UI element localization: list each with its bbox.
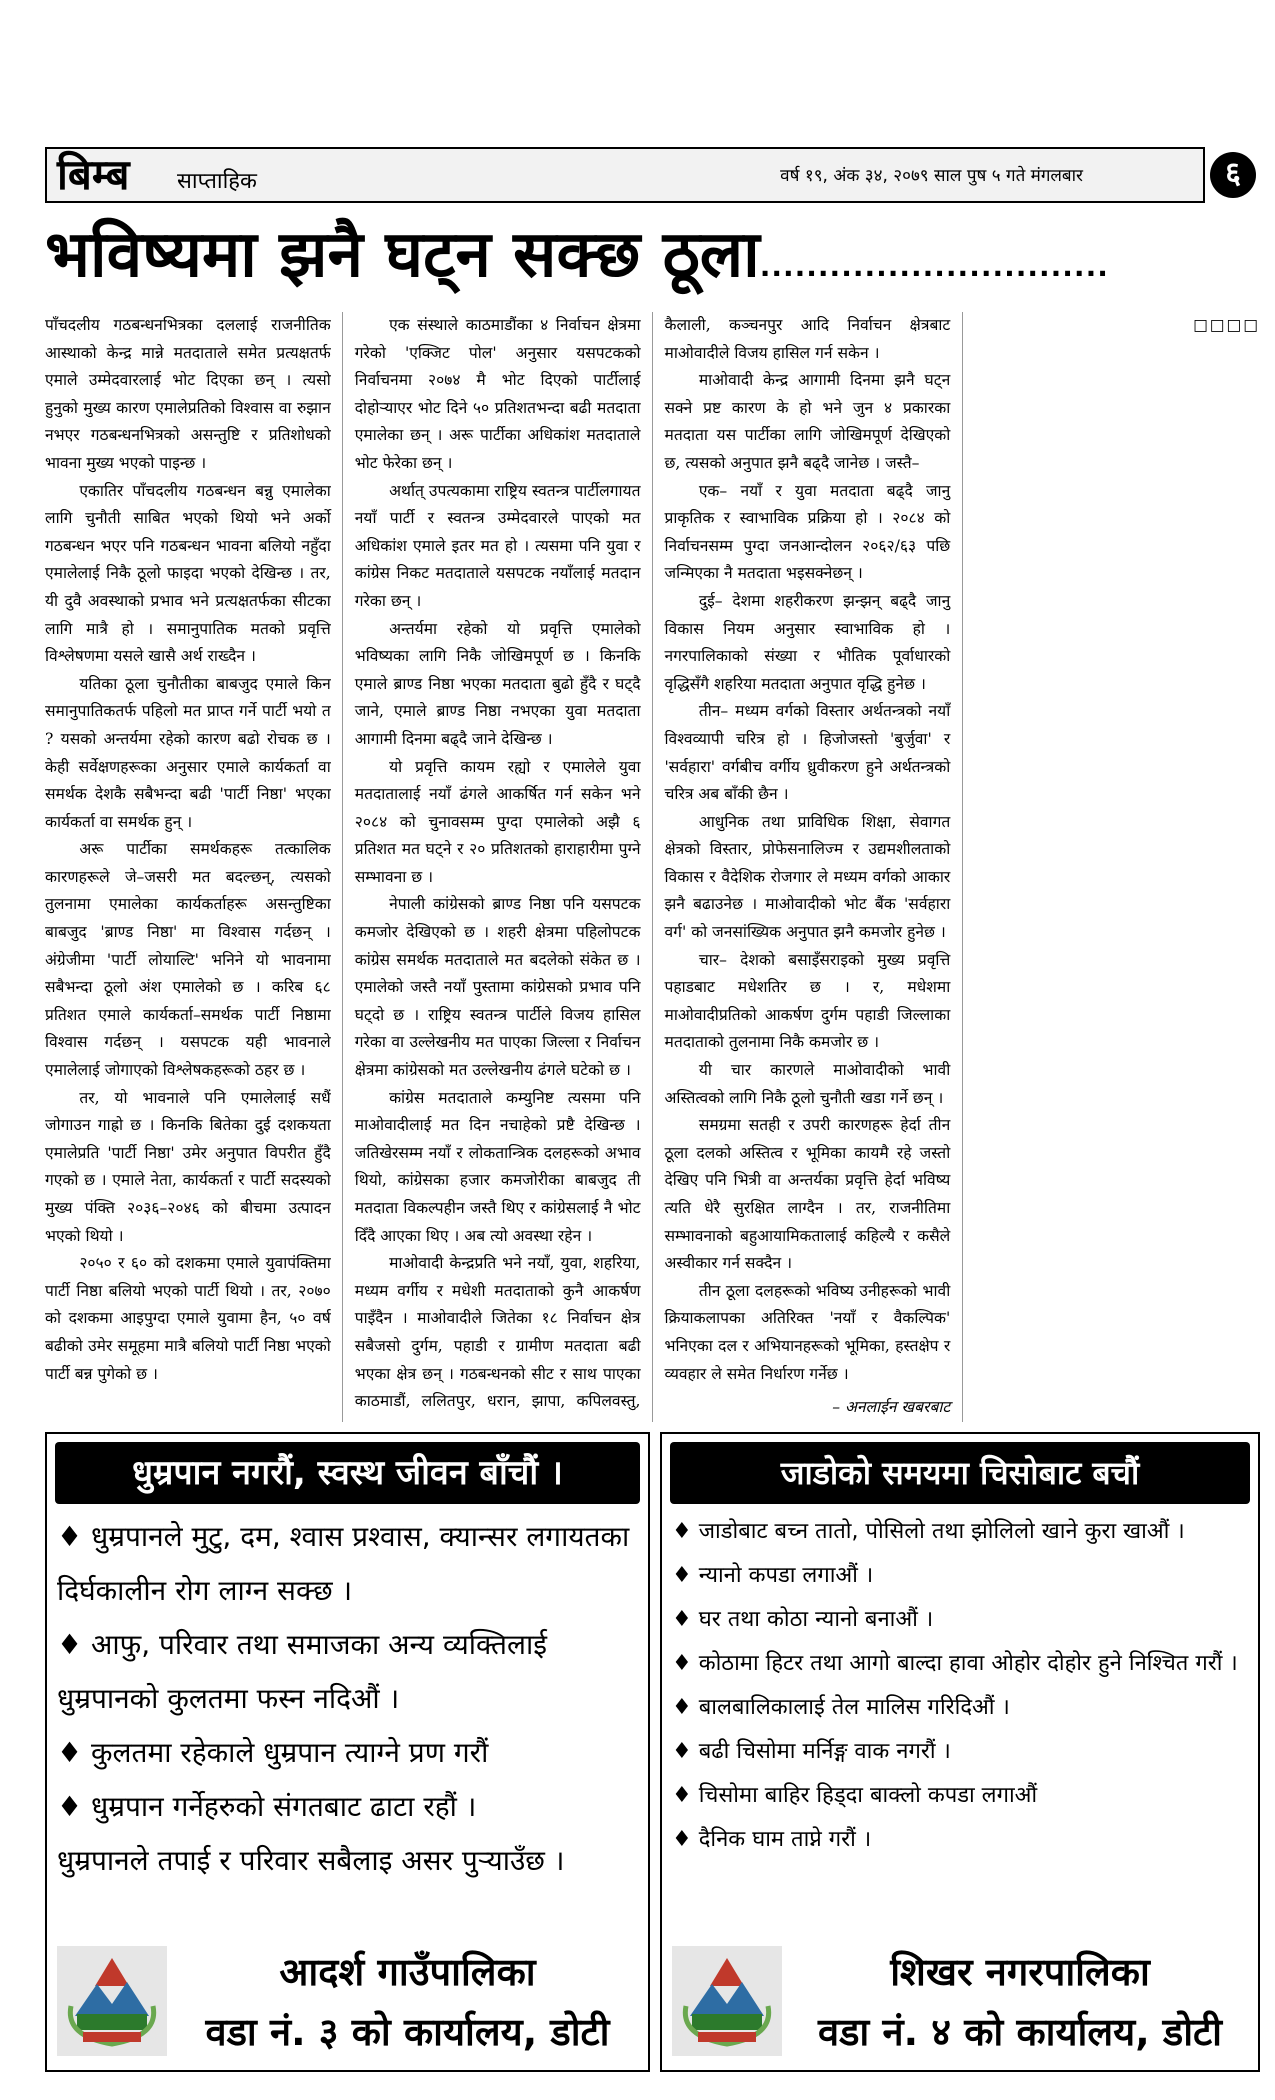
article-paragraph: एकातिर पाँचदलीय गठबन्धन बन्नु एमालेका लागि चुनौती साबित भएको थियो भने अर्को गठबन्धन भएर पनि गठबन्धन भावना बलियो नहुँदा एमालेलाई निकै ठूलो फाइदा भएको देखिन्छ । तर, यी दुवै अवस्थाको प्रभाव भने प्रत्यक्षतर्फका सीटका लागि मात्रै हो । समानुपातिक मतको प्रवृत्ति विश्लेषणमा यसले खासै अर्थ राख्दैन । <box>45 481 331 666</box>
masthead <box>45 147 1205 203</box>
winter-ad-title: जाडोको समयमा चिसोबाट बचौं <box>670 1442 1250 1504</box>
smoking-ad-office <box>173 1942 642 2062</box>
article-paragraph: पाँचदलीय गठबन्धनभित्रका दललाई राजनीतिक आस्थाको केन्द्र मान्ने मतदाताले समेत प्रत्यक्षतर्फ एमाले उम्मेदवारलाई भोट दिएका छन् । त्यसो हुनुको मुख्य कारण एमालेप्रतिको विश्वास वा रुझान नभएर गठबन्धनभित्रको असन्तुष्टि र प्रतिशोधको भावना मुख्य भएको पाइन्छ । <box>45 316 331 472</box>
winter-ad-office <box>788 1942 1252 2062</box>
article-paragraph: चार– देशको बसाइँसराइको मुख्य प्रवृत्ति पहाडबाट मधेशतिर छ । र, मधेशमा माओवादीप्रतिको आकर्षण दुर्गम पहाडी जिल्लाका मतदाताको तुलनामा निकै कमजोर छ । <box>664 950 951 1052</box>
article-paragraph: २०५० र ६० को दशकमा एमाले युवापंक्तिमा पार्टी निष्ठा बलियो भएको पार्टी थियो । तर, २०७० को दशकमा आइपुग्दा एमाले युवामा हैन, ५० वर्ष बढीको उमेर समूहमा मात्रै बलियो पार्टी निष्ठा भएको पार्टी बन्न पुगेको छ । <box>45 1254 331 1383</box>
headline-text: भविष्यमा झनै घट्न सक्छ ठूला <box>45 218 760 292</box>
winter-ad-item: ♦ न्यानो कपडा लगाऔं । <box>672 1563 874 1588</box>
article-paragraph: माओवादी केन्द्रप्रति भने नयाँ, युवा, शहरिया, मध्यम वर्गीय र मधेशी मतदाताको कुनै आकर्षण पाइँदैन । माओवादीले जितेका १८ निर्वाचन क्षेत्र सबैजसो दुर्गम, पहाडी र ग्रामीण मतदाता बढी भएका क्षेत्र छन् । गठबन्धनको सीट र साथ पाएका काठमाडौं, ललितपुर, धरान, झापा, कपिलवस्तु, कैलाली, कञ्चनपुर आदि निर्वाचन क्षेत्रबाट माओवादीले विजय हासिल गर्न सकेन । <box>354 316 951 1411</box>
smoking-ad-item: ♦ आफु, परिवार तथा समाजका अन्य व्यक्तिलाई धुम्रपानको कुलतमा फस्न नदिऔं । <box>57 1628 547 1715</box>
smoking-ad <box>45 1432 650 2072</box>
article-paragraph: तीन ठूला दलहरूको भविष्य उनीहरूको भावी क्रियाकलापका अतिरिक्त 'नयाँ र वैकल्पिक' भनिएका दल र अभियानहरूको भूमिका, हस्तक्षेप र व्यवहार ले समेत निर्धारण गर्नेछ । <box>664 1281 951 1383</box>
article-paragraph: अरू पार्टीका समर्थकहरू तत्कालिक कारणहरूले जे–जसरी मत बदल्छन्, त्यसको तुलनामा एमालेका कार्यकर्ताहरू असन्तुष्टिका बाबजुद 'ब्राण्ड निष्ठा' मा विश्वास गर्दछन् । अंग्रेजीमा 'पार्टी लोयाल्टि' भनिने यो भावनामा सबैभन्दा ठूलो अंश एमालेको छ । करिब ६८ प्रतिशत एमाले कार्यकर्ता–समर्थक पार्टी निष्ठामा विश्वास गर्दछन् । यसपटक यही भावनाले एमालेलाई जोगाएको विश्लेषकहरूको ठहर छ । <box>45 840 331 1080</box>
smoking-ad-title: धुम्रपान नगरौं, स्वस्थ जीवन बाँचौं । <box>55 1442 640 1504</box>
smoking-ad-body <box>47 1504 648 1888</box>
article-paragraph: कांग्रेस मतदाताले कम्युनिष्ट त्यसमा पनि माओवादीलाई मत दिन नचाहेको प्रष्टै देखिन्छ । जतिखेरसम्म नयाँ र लोकतान्त्रिक दलहरूको अभाव थियो, कांग्रेसका हजार कमजोरीका बाबजुद ती मतदाता विकल्पहीन जस्तै थिए र कांग्रेसलाई नै भोट दिँदै आएका थिए । अब त्यो अवस्था रहेन । <box>354 1088 641 1245</box>
article-paragraph: दुई– देशमा शहरीकरण झन्झन् बढ्दै जानु विकास नियम अनुसार स्वाभाविक हो । नगरपालिकाको संख्या र भौतिक पूर्वाधारको वृद्धिसँगै शहरिया मतदाता अनुपात वृद्धि हुनेछ । <box>664 591 951 693</box>
winter-ad-item: ♦ जाडोबाट बच्न तातो, पोसिलो तथा झोलिलो खाने कुरा खाऔं । <box>672 1519 1185 1544</box>
article-paragraph: तर, यो भावनाले पनि एमालेलाई सधैं जोगाउन गाह्रो छ । किनकि बितेका दुई दशकयता एमालेप्रति 'पार्टी निष्ठा' उमेर अनुपात विपरीत हुँदै गएको छ । एमाले नेता, कार्यकर्ता र पार्टी सदस्यको मुख्य पंक्ति २०३६–२०४६ को बीचमा उत्पादन भएको थियो । <box>45 1088 331 1245</box>
article-paragraph: तीन– मध्यम वर्गको विस्तार अर्थतन्त्रको नयाँ विश्वव्यापी चरित्र हो । हिजोजस्तो 'बुर्जुवा' र 'सर्वहारा' वर्गबीच वर्गीय ध्रुवीकरण हुने अर्थतन्त्रको चरित्र अब बाँकी छैन । <box>664 702 951 804</box>
nepal-emblem-icon <box>672 1946 782 2056</box>
article-paragraph: माओवादी केन्द्र आगामी दिनमा झनै घट्न सक्ने प्रष्ट कारण के हो भने जुन ४ प्रकारका मतदाता यस पार्टीका लागि जोखिमपूर्ण देखिएको छ, त्यसको अनुपात झनै बढ्दै जानेछ । जस्तै– <box>664 371 951 472</box>
article-end-marks: □□□□ <box>1193 316 1260 334</box>
page-headline <box>45 215 1109 307</box>
office-address: वडा नं. ३ को कार्यालय, डोटी <box>205 2010 610 2054</box>
article-paragraph: अर्थात् उपत्यकामा राष्ट्रिय स्वतन्त्र पार्टीलगायत नयाँ पार्टी र स्वतन्त्र उम्मेदवारले पाएको मत अधिकांश एमाले इतर मत हो । त्यसमा पनि युवा र कांग्रेस निकट मतदाताले यसपटक नयाँलाई मतदान गरेका छन् । <box>354 481 641 610</box>
winter-ad-body <box>662 1504 1258 1862</box>
brand-logo: बिम्ब <box>57 150 130 199</box>
article-body <box>45 312 1260 1422</box>
article-paragraph: यी चार कारणले माओवादीको भावी अस्तित्वको लागि निकै ठूलो चुनौती खडा गर्ने छन् । <box>664 1061 951 1107</box>
page-number: ६ <box>1210 152 1256 198</box>
winter-ad-item: ♦ बढी चिसोमा मर्निङ्ग वाक नगरौं । <box>672 1739 951 1764</box>
article-paragraph: यतिका ठूला चुनौतीका बाबजुद एमाले किन समानुपातिकतर्फ पहिलो मत प्राप्त गर्ने पार्टी भयो त ? यसको अन्तर्यमा रहेको कारण बढो रोचक छ । केही सर्वेक्षणहरूका अनुसार एमाले कार्यकर्ता वा समर्थक देशकै सबैभन्दा बढी 'पार्टी निष्ठा' भएका कार्यकर्ता वा समर्थक हुन् । <box>45 674 331 831</box>
smoking-ad-item: धुम्रपानले तपाई र परिवार सबैलाइ असर पुऱ्याउँछ । <box>57 1844 565 1877</box>
winter-ad <box>660 1432 1260 2072</box>
article-paragraph: एक संस्थाले काठमाडौंका ४ निर्वाचन क्षेत्रमा गरेको 'एक्जिट पोल' अनुसार यसपटकको निर्वाचनमा २०७४ मै भोट दिएको पार्टीलाई दोहोऱ्याएर भोट दिने ५० प्रतिशतभन्दा बढी मतदाता एमालेका छन् । अरू पार्टीका अधिकांश मतदाताले भोट फेरेका छन् । <box>354 316 641 472</box>
brand-subtitle: साप्ताहिक <box>177 169 257 194</box>
article-byline: – अनलाईन खबरबाट <box>832 1398 951 1417</box>
article-paragraph: समग्रमा सतही र उपरी कारणहरू हेर्दा तीन ठूला दलको अस्तित्व र भूमिका कायमै रहे जस्तो देखिए पनि भित्री वा अन्तर्यका प्रवृत्ति हेर्दा भविष्य त्यति धेरै सुरक्षित लाग्दैन । तर, राजनीतिमा सम्भावनाको बहुआयामिकतालाई कहिल्यै र कसैले अस्वीकार गर्न सक्दैन । <box>664 1116 951 1273</box>
winter-ad-item: ♦ बालबालिकालाई तेल मालिस गरिदिऔं । <box>672 1695 1010 1720</box>
winter-ad-item: ♦ दैनिक घाम ताप्ने गरौं । <box>672 1827 872 1852</box>
article-paragraph: अन्तर्यमा रहेको यो प्रवृत्ति एमालेको भविष्यका लागि निकै जोखिमपूर्ण छ । किनकि एमाले ब्राण्ड निष्ठा भएका मतदाता बुढो हुँदै र घट्दै जाने, एमाले ब्राण्ड निष्ठा नभएका युवा मतदाता आगामी दिनमा बढ्दै जाने देखिन्छ । <box>354 619 641 748</box>
winter-ad-item: ♦ चिसोमा बाहिर हिड्दा बाक्लो कपडा लगाऔं <box>672 1783 1038 1808</box>
smoking-ad-item: ♦ धुम्रपानले मुटु, दम, श्वास प्रश्वास, क्यान्सर लगायतका दिर्घकालीन रोग लाग्न सक्छ । <box>57 1520 630 1607</box>
office-name: आदर्श गाउँपालिका <box>279 1950 536 1994</box>
article-paragraph: आधुनिक तथा प्राविधिक शिक्षा, सेवागत क्षेत्रको विस्तार, प्रोफेसनालिज्म र उद्यमशीलताको विकास र वैदेशिक रोजगार ले मध्यम वर्गको आकार झनै बढाउनेछ । माओवादीको भोट बैंक 'सर्वहारा वर्ग' को जनसांख्यिक अनुपात झनै कमजोर हुनेछ । <box>664 812 951 942</box>
office-name: शिखर नगरपालिका <box>890 1950 1150 1994</box>
office-address: वडा नं. ४ को कार्यालय, डोटी <box>817 2010 1223 2054</box>
article-paragraph: यो प्रवृत्ति कायम रह्यो र एमालेले युवा मतदातालाई नयाँ ढंगले आकर्षित गर्न सकेन भने २०८४ को चुनावसम्म पुग्दा एमालेको अझै ६ प्रतिशत मत घट्ने र २० प्रतिशतको हाराहारीमा पुग्ने सम्भावना छ । <box>354 757 641 886</box>
winter-ad-item: ♦ कोठामा हिटर तथा आगो बाल्दा हावा ओहोर दोहोर हुने निश्चित गरौं । <box>672 1651 1238 1676</box>
article-paragraph: एक– नयाँ र युवा मतदाता बढ्दै जानु प्राकृतिक र स्वाभाविक प्रक्रिया हो । २०८४ को निर्वाचनसम्म पुग्दा जनआन्दोलन २०६२/६३ पछि जन्मिएका नै मतदाता भइसक्नेछन् । <box>664 481 951 583</box>
dateline: वर्ष १९, अंक ३४, २०७९ साल पुष ५ गते मंगलबार <box>780 166 1083 186</box>
smoking-ad-item: ♦ धुम्रपान गर्नेहरुको संगतबाट ढाटा रहौं । <box>57 1790 477 1823</box>
winter-ad-item: ♦ घर तथा कोठा न्यानो बनाऔं । <box>672 1607 934 1632</box>
smoking-ad-item: ♦ कुलतमा रहेकाले धुम्रपान त्याग्ने प्रण गरौं <box>57 1736 489 1769</box>
winter-ad-footer <box>668 1942 1252 2062</box>
headline-dots: .............................. <box>759 250 1109 283</box>
nepal-emblem-icon <box>57 1946 167 2056</box>
article-paragraph: नेपाली कांग्रेसको ब्राण्ड निष्ठा पनि यसपटक कमजोर देखिएको छ । शहरी क्षेत्रमा पहिलोपटक कांग्रेस समर्थक मतदाताले मत बदलेको संकेत छ । एमालेको जस्तै नयाँ पुस्तामा कांग्रेसको प्रभाव पनि घट्दो छ । राष्ट्रिय स्वतन्त्र पार्टीले विजय हासिल गरेका वा उल्लेखनीय मत पाएका जिल्ला र निर्वाचन क्षेत्रमा कांग्रेसको मत उल्लेखनीय ढंगले घटेको छ । <box>354 895 641 1080</box>
smoking-ad-footer <box>53 1942 642 2062</box>
